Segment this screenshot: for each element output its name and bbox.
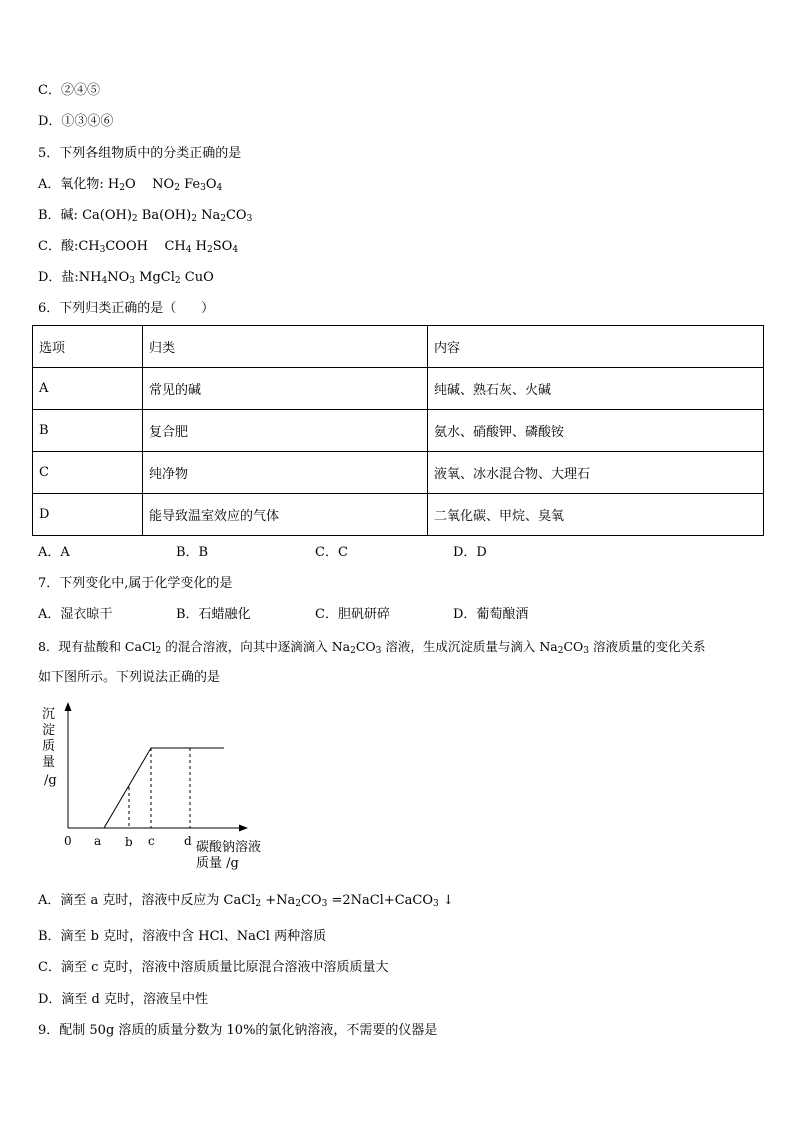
y-label-unit: /g bbox=[44, 773, 57, 788]
table-row bbox=[33, 494, 764, 536]
y-label-char: 量 bbox=[42, 755, 56, 770]
prev-option-d: D．①③④⑥ bbox=[38, 114, 114, 129]
y-label-char: 淀 bbox=[42, 723, 56, 738]
q5-option-b: B．碱: $Ca(OH)_2$ $Ba(OH)_2$ $Na_2CO_3$ bbox=[38, 208, 253, 224]
x-axis-arrow bbox=[239, 825, 248, 832]
tick-label: a bbox=[94, 834, 102, 848]
q5-option-d: D．盐$:NH_4NO_3$ MgCl$_2$ CuO bbox=[38, 270, 214, 286]
table-cell: B bbox=[33, 410, 143, 452]
q7-option-b: B．石蜡融化 bbox=[176, 607, 251, 622]
table-header-cell: 归类 bbox=[143, 326, 428, 368]
q7-option-c: C．胆矾研碎 bbox=[315, 607, 390, 622]
q5-option-c: C．酸$:CH_3COOH$ $CH_4$ $H_2SO_4$ bbox=[38, 239, 239, 255]
table-row bbox=[33, 368, 764, 410]
table-cell: 常见的碱 bbox=[143, 368, 428, 410]
question-5: 5．下列各组物质中的分类正确的是 bbox=[38, 146, 242, 161]
precipitate-curve bbox=[104, 748, 224, 828]
q7-option-a: A．湿衣晾干 bbox=[38, 607, 113, 622]
question-7: 7．下列变化中,属于化学变化的是 bbox=[38, 576, 233, 591]
question-9: 9．配制 50g 溶质的质量分数为 10%的氯化钠溶液，不需要的仪器是 bbox=[38, 1023, 438, 1038]
q6-option-a: A．A bbox=[38, 545, 70, 560]
table-row bbox=[33, 452, 764, 494]
table-cell: 纯净物 bbox=[143, 452, 428, 494]
tick-label: 0 bbox=[64, 834, 72, 848]
table-cell: A bbox=[33, 368, 143, 410]
table-cell: 能导致温室效应的气体 bbox=[143, 494, 428, 536]
table-cell: 纯碱、熟石灰、火碱 bbox=[428, 368, 764, 410]
question-6: 6．下列归类正确的是（ ） bbox=[38, 301, 215, 316]
table-row bbox=[33, 410, 764, 452]
table-cell: 复合肥 bbox=[143, 410, 428, 452]
precipitate-graph bbox=[36, 700, 286, 876]
question-8: 8．现有盐酸和 CaCl$_2$ 的混合溶液，向其中逐滴滴入 $Na_2CO_3$ 溶液，生成沉淀质量与滴入 $Na_2CO_3$ 溶液质量的变化关系 bbox=[38, 639, 706, 656]
q8-option-a: A．滴至 a 克时，溶液中反应为 CaCl$_2$ $+Na_2CO_3$ =2NaCl+CaCO$_3$ ↓ bbox=[38, 893, 454, 909]
table-cell: 液氧、冰水混合物、大理石 bbox=[428, 452, 764, 494]
tick-label: d bbox=[184, 834, 192, 848]
q8-option-b: B．滴至 b 克时，溶液中含 HCl、NaCl 两种溶质 bbox=[38, 929, 327, 944]
y-label-char: 沉 bbox=[42, 707, 56, 722]
q6-option-b: B．B bbox=[176, 545, 209, 560]
q8-option-d: D．滴至 d 克时，溶液呈中性 bbox=[38, 992, 209, 1007]
prev-option-c: C．②④⑤ bbox=[38, 83, 100, 98]
q5-option-a: A．氧化物: $H_2O$ $NO_2$ $Fe_3O_4$ bbox=[38, 177, 223, 193]
table-cell: 氨水、硝酸钾、磷酸铵 bbox=[428, 410, 764, 452]
x-label-line1: 碳酸钠溶液 bbox=[196, 840, 262, 855]
tick-label: b bbox=[125, 835, 133, 849]
tick-label: c bbox=[148, 834, 155, 848]
q8-option-c: C．滴至 c 克时，溶液中溶质质量比原混合溶液中溶质质量大 bbox=[38, 960, 389, 975]
table-header-row bbox=[33, 326, 764, 368]
classification-table bbox=[32, 325, 764, 536]
q7-option-d: D．葡萄酿酒 bbox=[453, 607, 529, 622]
q6-option-c: C．C bbox=[315, 545, 348, 560]
y-axis-arrow bbox=[65, 702, 72, 711]
table-header-cell: 选项 bbox=[33, 326, 143, 368]
table-cell: 二氧化碳、甲烷、臭氧 bbox=[428, 494, 764, 536]
table-header-cell: 内容 bbox=[428, 326, 764, 368]
y-label-char: 质 bbox=[42, 739, 56, 754]
question-8-cont: 如下图所示。下列说法正确的是 bbox=[38, 670, 221, 685]
q6-option-d: D．D bbox=[453, 545, 487, 560]
table-cell: C bbox=[33, 452, 143, 494]
table-cell: D bbox=[33, 494, 143, 536]
x-label-line2: 质量 /g bbox=[196, 856, 239, 871]
